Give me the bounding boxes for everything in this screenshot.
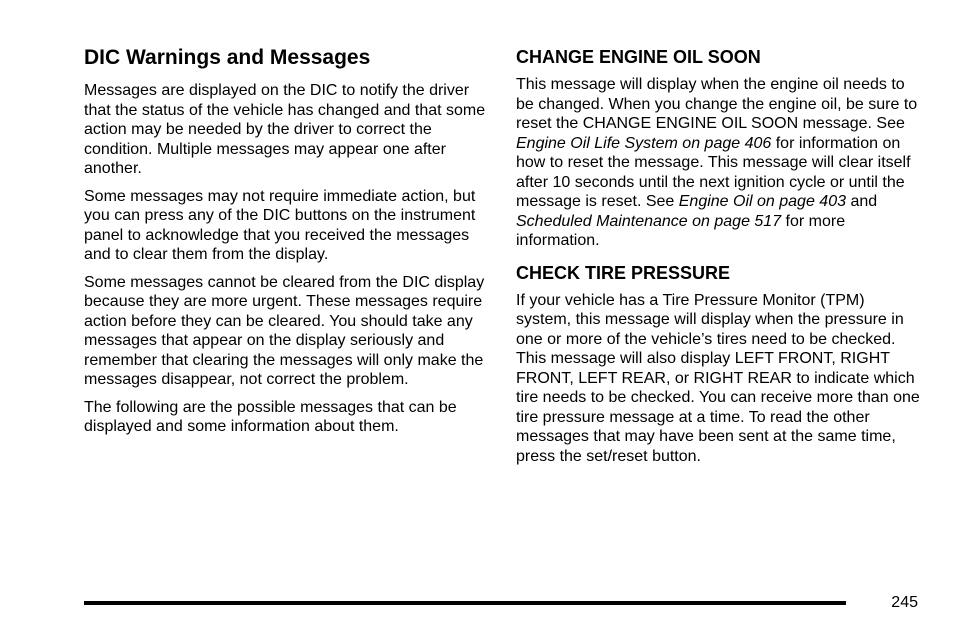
ref-engine-oil: Engine Oil on page 403 [678,193,846,210]
oil-text-3: and [846,193,878,210]
ref-engine-oil-life: Engine Oil Life System on page 406 [516,134,772,152]
oil-text-1: This message will display when the engine oil needs to be changed. When you change the engine oil, be sure to reset the CHANGE ENGINE OIL SOON message. See [516,76,918,132]
footer-rule [84,601,846,605]
ref-scheduled-maintenance: Scheduled Maintenance on page 517 [516,212,782,230]
oil-text-2: for information on how to reset the message. This message will clear itself after 10 seconds until the next ignition cycle or until the message is reset. See [516,134,911,210]
paragraph-urgent: Some messages cannot be cleared from the DIC display because they are more urgent. These messages require action before they can be cleared. You should take any messages that appear on the display seriously and remember that clearing the messages will only make the messages disappear, not correct the problem. [84,273,485,388]
oil-text-4: for more information. [516,212,846,249]
paragraph-change-engine-oil [516,75,920,251]
right-column [516,45,920,474]
left-column [84,45,494,445]
paragraph-following: The following are the possible messages that can be displayed and some information about them. [84,398,457,435]
paragraph-acknowledge: Some messages may not require immediate action, but you can press any of the DIC buttons on the instrument panel to acknowledge that you received the messages and to clear them from the display. [84,187,476,263]
paragraph-intro: Messages are displayed on the DIC to notify the driver that the status of the vehicle has changed and that some action may be needed by the driver to correct the condition. Multiple messages may appear one after another. [84,82,486,177]
paragraph-check-tire-pressure: If your vehicle has a Tire Pressure Monitor (TPM) system, this message will display when the pressure in one or more of the vehicle’s tires need to be checked. This message will also display LEFT FRONT, RIGHT FRONT, LEFT REAR, or RIGHT REAR to indicate which tire needs to be checked. You can receive more than one tire pressure message at a time. To read the other messages that may have been sent at the same time, press the set/reset button. [516,291,920,465]
page-number: 245 [891,594,918,611]
heading-change-engine-oil: CHANGE ENGINE OIL SOON [516,47,761,67]
section-title: DIC Warnings and Messages [84,46,371,69]
heading-check-tire-pressure: CHECK TIRE PRESSURE [516,262,731,283]
